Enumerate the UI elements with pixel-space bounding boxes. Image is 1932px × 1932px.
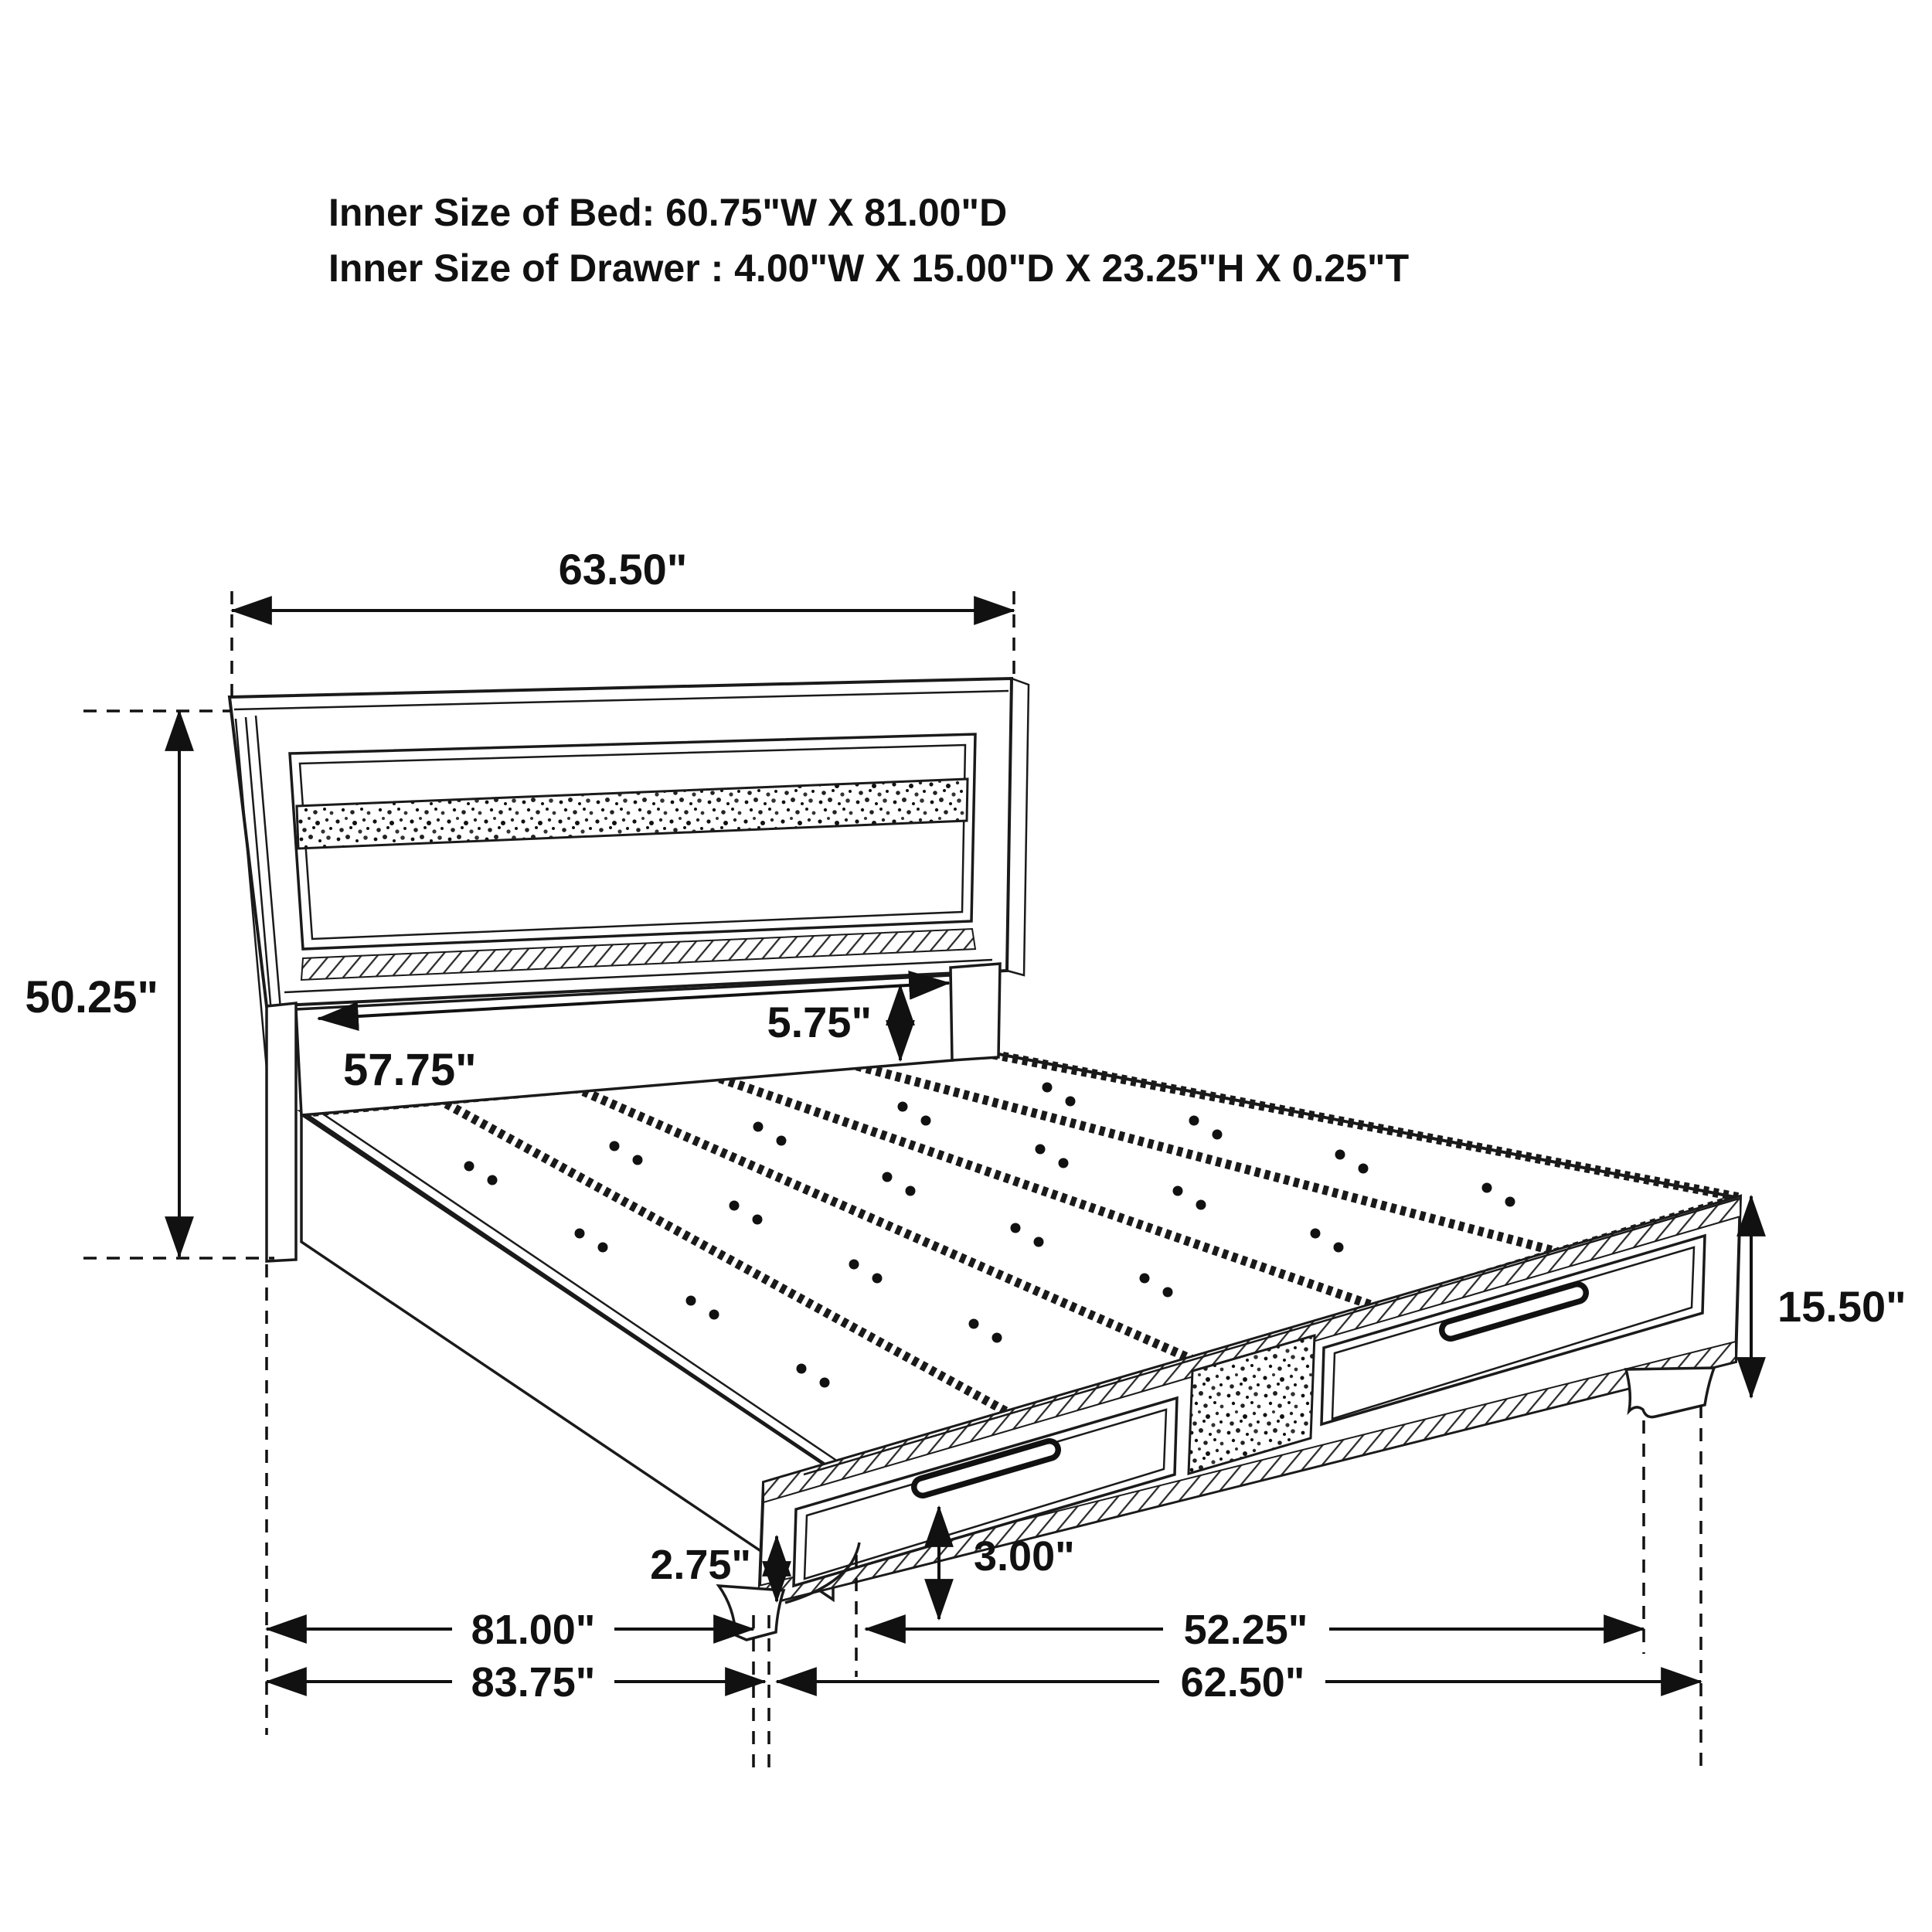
dim-footboard-height-label: 15.50" <box>1777 1282 1906 1331</box>
dim-overall-length-label: 83.75" <box>471 1659 596 1706</box>
inner-size-of-bed-text: Inner Size of Bed: 60.75"W X 81.00"D <box>328 191 1008 234</box>
inner-size-of-drawer-text: Inner Size of Drawer : 4.00"W X 15.00"D X 23.25"H X 0.25"T <box>328 247 1410 290</box>
dim-headboard-height-label: 50.25" <box>25 972 158 1022</box>
dim-headboard-inner-width-label: 57.75" <box>343 1045 477 1095</box>
dim-drawer-section-width-label: 52.25" <box>1183 1607 1308 1653</box>
dim-headboard-width-label: 63.50" <box>558 545 688 594</box>
headboard-right-leg <box>951 964 1000 1060</box>
dim-rail-gap-label: 5.75" <box>767 998 872 1046</box>
headboard-left-leg <box>267 1003 296 1261</box>
dim-inner-depth-label: 81.00" <box>471 1607 596 1653</box>
dim-foot-clearance-label: 3.00" <box>974 1533 1075 1580</box>
dim-footboard-bottom-rail-label: 2.75" <box>650 1542 751 1588</box>
dim-footboard-width-label: 62.50" <box>1180 1659 1305 1706</box>
